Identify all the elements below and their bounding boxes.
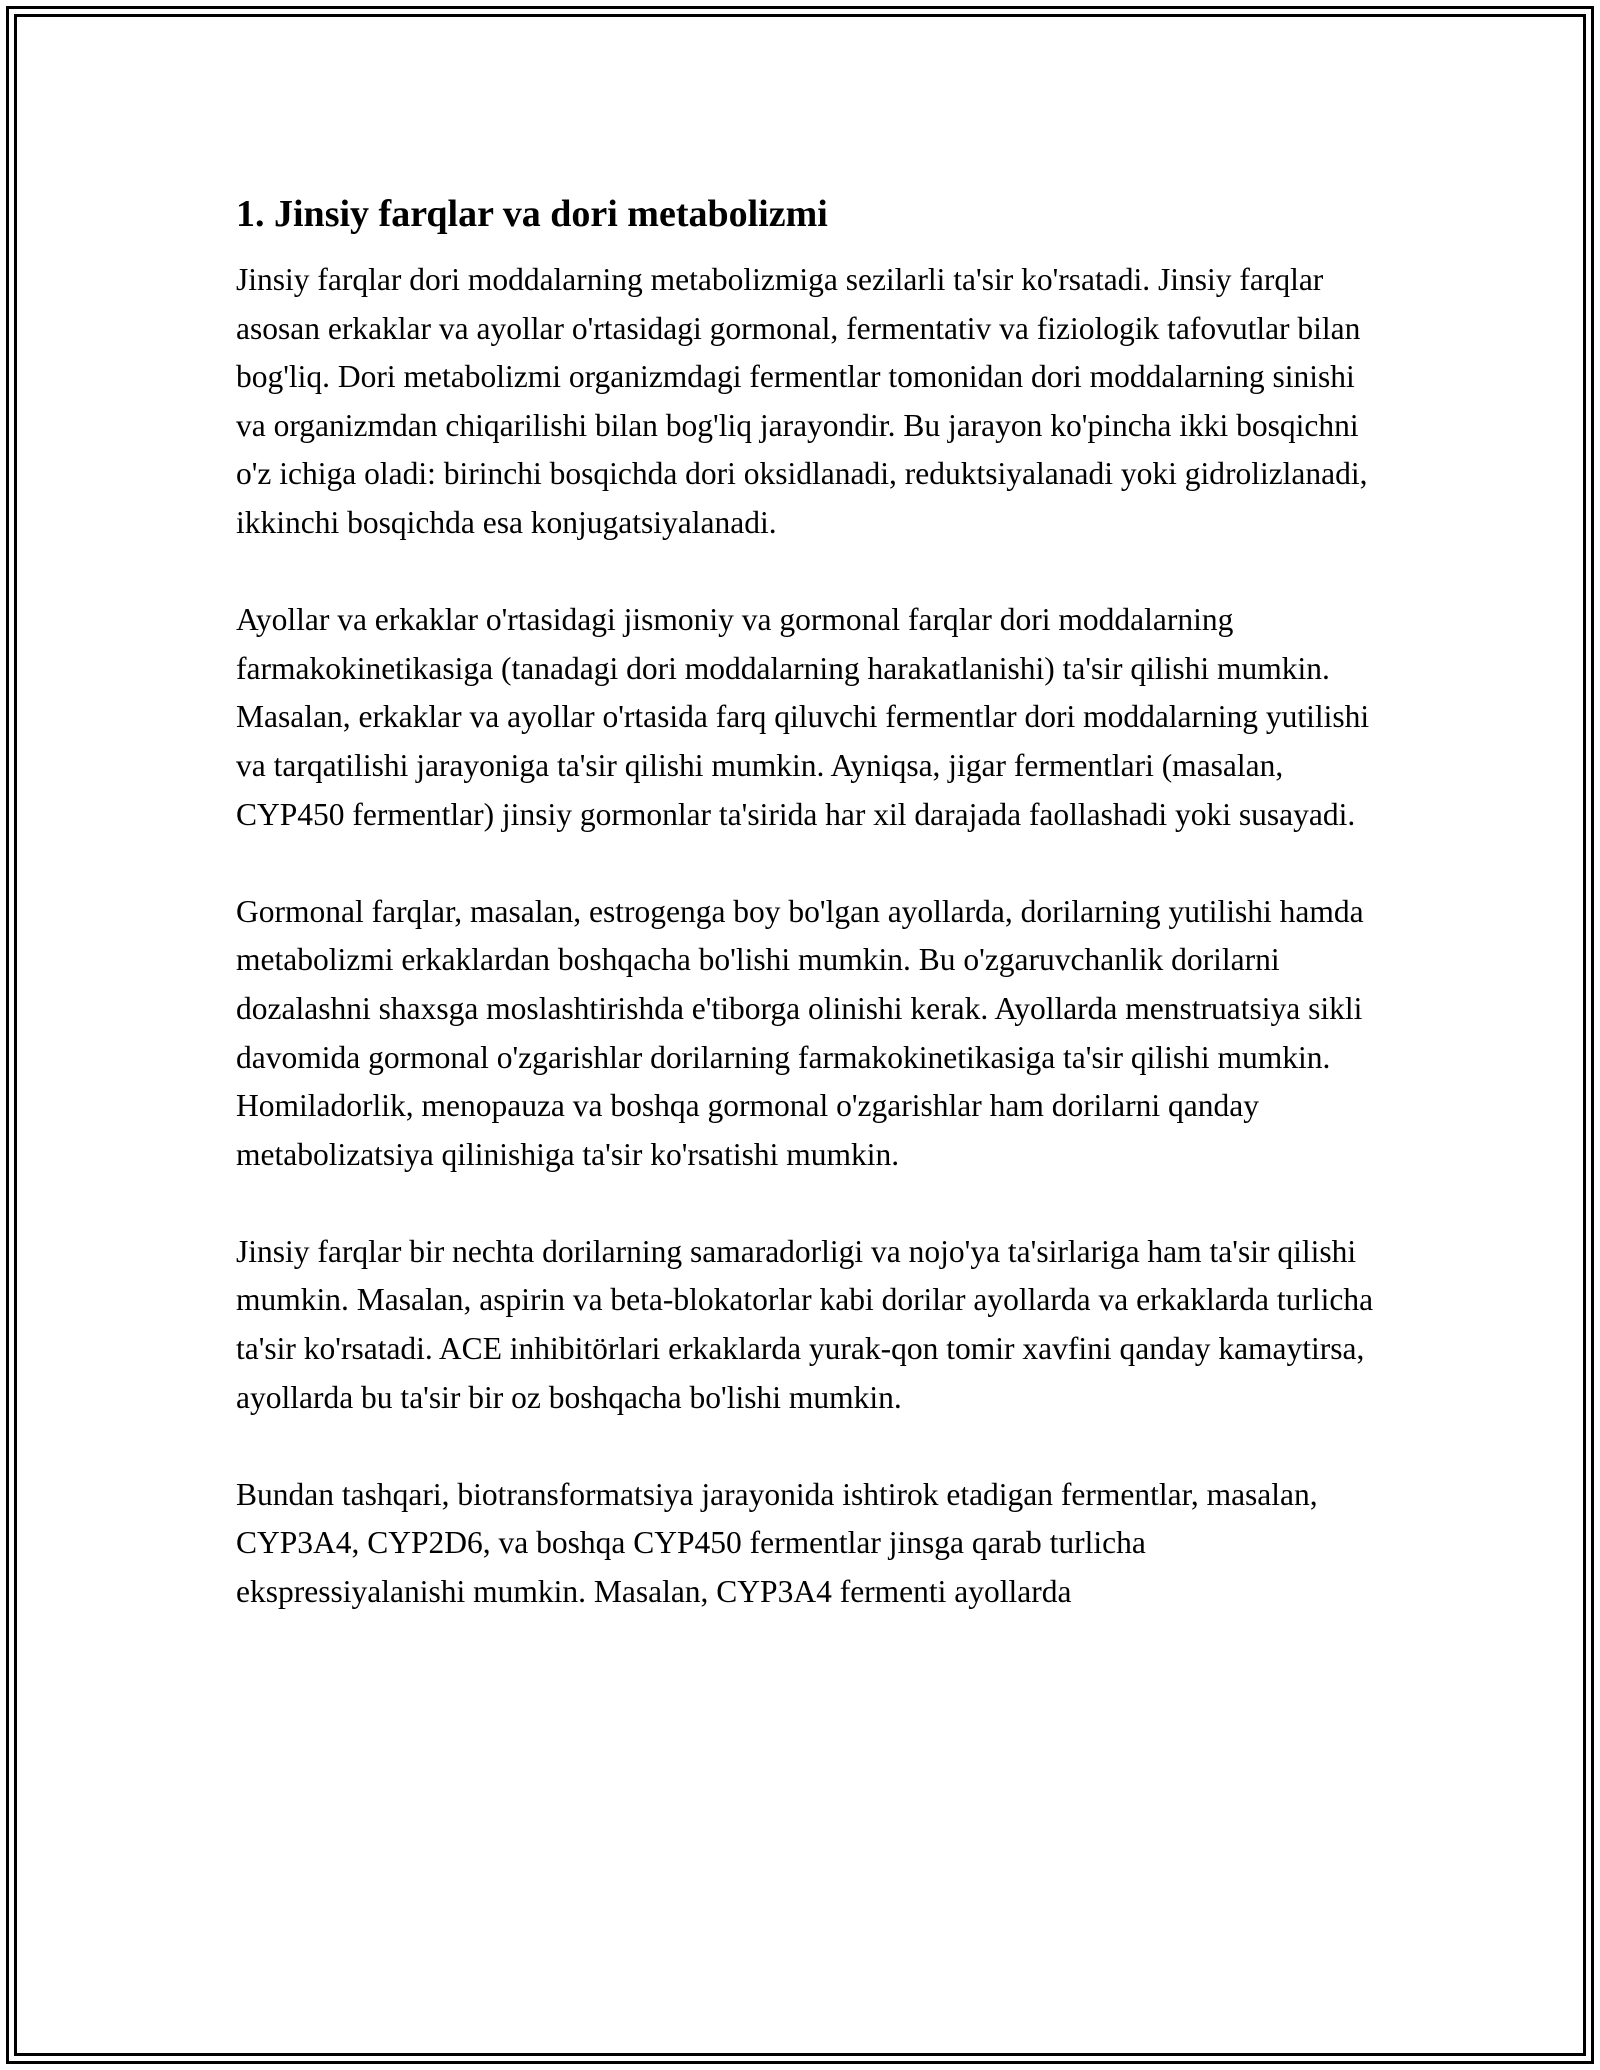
paragraph-5: Bundan tashqari, biotransformatsiya jarayonida ishtirok etadigan fermentlar, masalan, CYP3A4, CYP2D6, va boshqa CYP450 fermentlar jinsga qarab turlicha ekspressiyalanishi mumkin. Masalan, CYP3A4 fermenti ayollarda — [236, 1476, 1318, 1610]
paragraph-1: Jinsiy farqlar dori moddalarning metabolizmiga sezilarli ta'sir ko'rsatadi. Jinsiy farqlar asosan erkaklar va ayollar o'rtasidagi gormonal, fermentativ va fiziologik tafovutlar bilan bog'liq. Dori metabolizmi organizmdagi fermentlar tomonidan dori moddalarning sinishi va organizmdan chiqarilishi bilan bog'liq jarayondir. Bu jarayon ko'pincha ikki bosqichni o'z ichiga oladi: birinchi bosqichda dori oksidlanadi, reduktsiyalanadi yoki gidrolizlanadi, ikkinchi bosqichda esa konjugatsiyalanadi. — [236, 262, 1368, 540]
paragraph-3: Gormonal farqlar, masalan, estrogenga boy bo'lgan ayollarda, dorilarning yutilishi hamda metabolizmi erkaklardan boshqacha bo'lishi mumkin. Bu o'zgaruvchanlik dorilarni dozalashni shaxsga moslashtirishda e'tiborga olinishi kerak. Ayollarda menstruatsiya sikli davomida gormonal o'zgarishlar dorilarning farmakokinetikasiga ta'sir qilishi mumkin. Homiladorlik, menopauza va boshqa gormonal o'zgarishlar ham dorilarni qanday metabolizatsiya qilinishiga ta'sir ko'rsatishi mumkin. — [236, 893, 1364, 1172]
section-heading: 1. Jinsiy farqlar va dori metabolizmi — [236, 193, 828, 235]
document-body — [236, 186, 1376, 1617]
paragraph-2: Ayollar va erkaklar o'rtasidagi jismoniy va gormonal farqlar dori moddalarning farmakokinetikasiga (tanadagi dori moddalarning harakatlanishi) ta'sir qilishi mumkin. Masalan, erkaklar va ayollar o'rtasida farq qiluvchi fermentlar dori moddalarning yutilishi va tarqatilishi jarayoniga ta'sir qilishi mumkin. Ayniqsa, jigar fermentlari (masalan, CYP450 fermentlar) jinsiy gormonlar ta'sirida har xil darajada faollashadi yoki susayadi. — [236, 602, 1370, 832]
paragraph-4: Jinsiy farqlar bir nechta dorilarning samaradorligi va nojo'ya ta'sirlariga ham ta'sir qilishi mumkin. Masalan, aspirin va beta-blokatorlar kabi dorilar ayollarda va erkaklarda turlicha ta'sir ko'rsatadi. ACE inhibitörlari erkaklarda yurak-qon tomir xavfini qanday kamaytirsa, ayollarda bu ta'sir bir oz boshqacha bo'lishi mumkin. — [236, 1233, 1374, 1415]
